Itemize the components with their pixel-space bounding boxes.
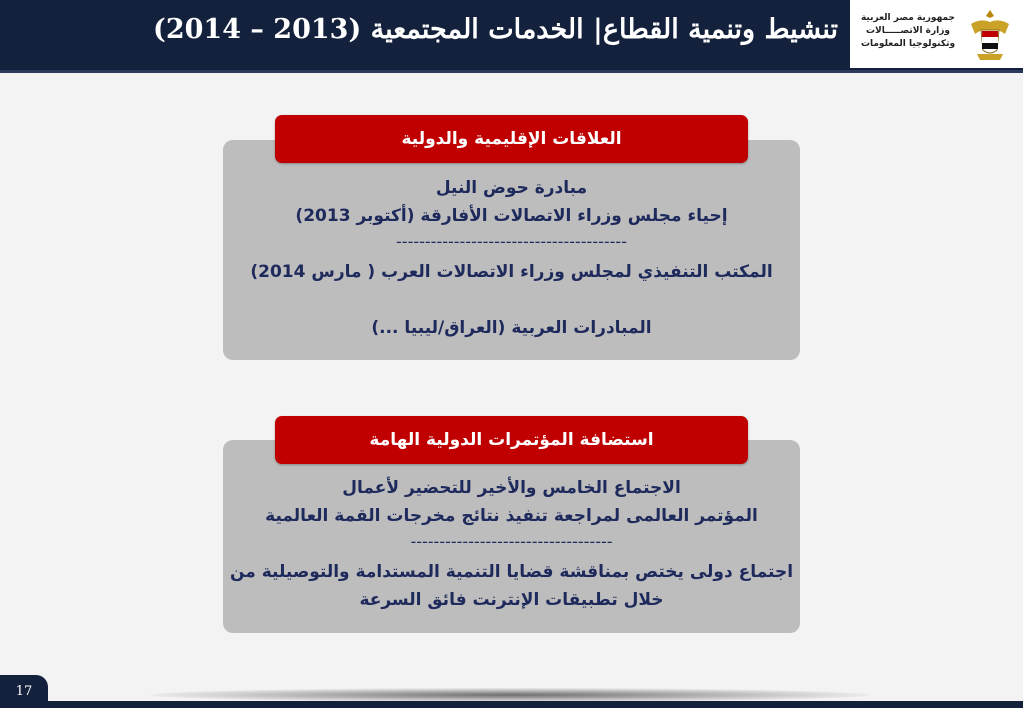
logo-line-2: وزارة الاتصـــــالات <box>865 26 951 36</box>
panel-line: الاجتماع الخامس والأخير للتحضير لأعمال <box>342 478 681 498</box>
conferences-panel <box>223 440 800 633</box>
panel-line: مبادرة حوض النيل <box>435 178 588 198</box>
panel-line: خلال تطبيقات الإنترنت فائق السرعة <box>359 590 664 610</box>
regional-relations-heading: العلاقات الإقليمية والدولية <box>275 115 748 163</box>
footer-shadow <box>150 688 870 702</box>
logo-line-1: جمهورية مصر العربية <box>860 13 956 23</box>
logo-line-3: وتكنولوجيا المعلومات <box>860 39 956 49</box>
panel-line: المبادرات العربية (العراق/ليبيا ...) <box>371 318 652 338</box>
header-divider <box>0 70 1023 73</box>
regional-relations-panel <box>223 140 800 360</box>
header-bar <box>0 0 850 70</box>
dashed-separator: ----------------------------------- <box>410 532 613 551</box>
ministry-logo-area <box>850 0 1023 70</box>
panel-line: المكتب التنفيذي لمجلس وزراء الاتصالات العرب ( مارس 2014) <box>250 262 773 282</box>
conferences-heading: استضافة المؤتمرات الدولية الهامة <box>275 416 748 464</box>
page-title: تنشيط وتنمية القطاع| الخدمات المجتمعية (2013 – 2014) <box>153 14 838 45</box>
ministry-name <box>853 12 963 51</box>
panel-line: إحياء مجلس وزراء الاتصالات الأفارقة (أكتوبر 2013) <box>295 206 728 226</box>
dashed-separator: ---------------------------------------- <box>396 232 627 251</box>
eagle-emblem-icon <box>967 6 1013 64</box>
panel-line: المؤتمر العالمى لمراجعة تنفيذ نتائج مخرجات القمة العالمية <box>265 506 758 526</box>
panel-line: اجتماع دولى يختص بمناقشة قضايا التنمية المستدامة والتوصيلية من <box>229 562 794 582</box>
page-number: 17 <box>0 675 48 708</box>
footer-bar <box>48 701 1023 708</box>
